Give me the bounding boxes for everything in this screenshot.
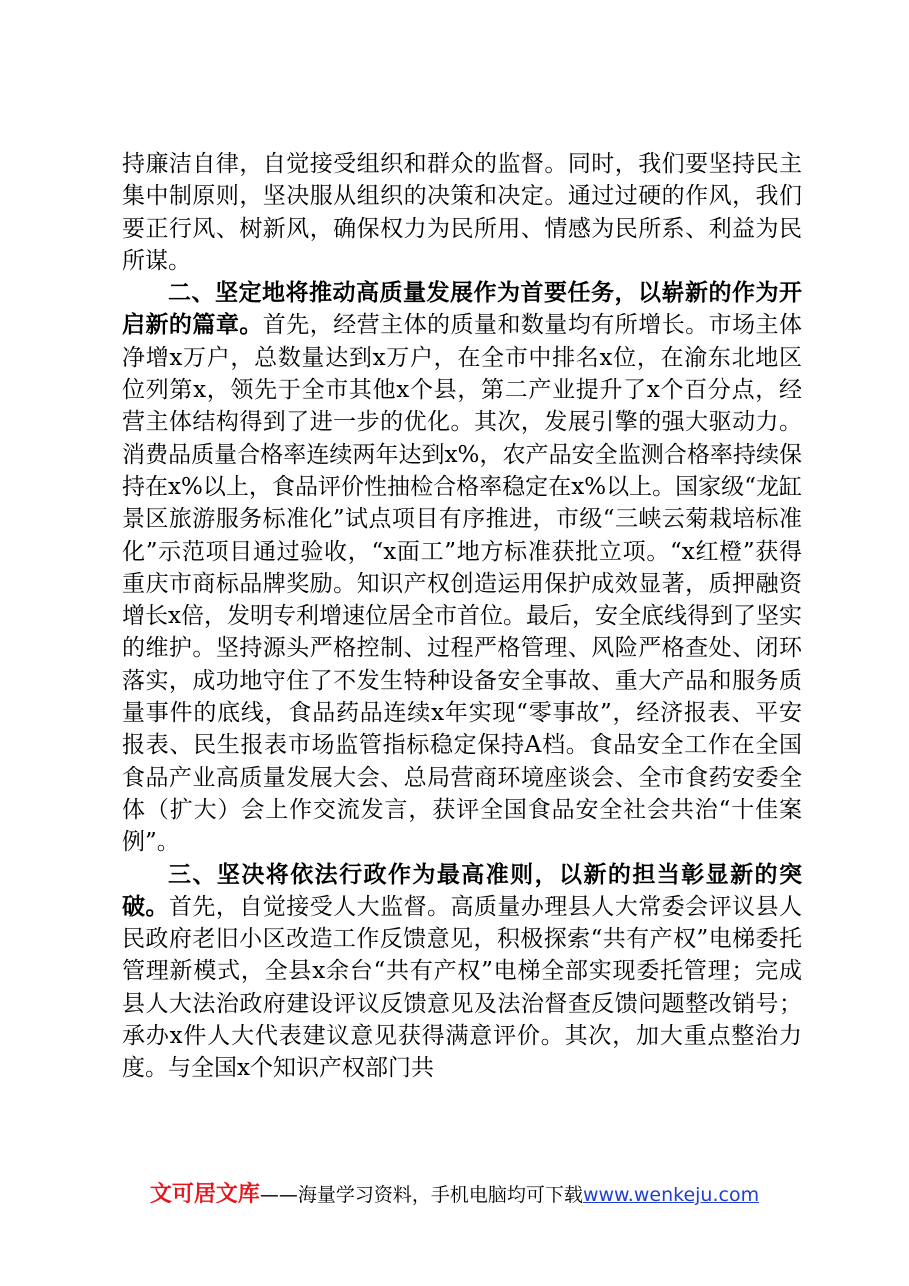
paragraph-text: 首先，经营主体的质量和数量均有所增长。市场主体净增x万户，总数量达到x万户，在全市中排名x位，在渝东北地区位列第x，领先于全市其他x个县，第二产业提升了x个百分点，经营主体结构得到了进一步的优化。其次，发展引擎的强大驱动力。消费品质量合格率连续两年达到x%，农产品安全监测合格率持续保持在x%以上，食品评价性抽检合格率稳定在x%以上。国家级“龙缸景区旅游服务标准化”试点项目有序推进，市级“三峡云菊栽培标准化”示范项目通过验收，“x面工”地方标准获批立项。“x红橙”获得重庆市商标品牌奖励。知识产权创造运用保护成效显著，质押融资增长x倍，发明专利增速位居全市首位。最后，安全底线得到了坚实的维护。坚持源头严格控制、过程严格管理、风险严格查处、闭环落实，成功地守住了不发生特种设备安全事故、重大产品和服务质量事件的底线，食品药品连续x年实现“零事故”，经济报表、平安报表、民生报表市场监管指标稳定保持A档。食品安全工作在全国食品产业高质量发展大会、总局营商环境座谈会、全市食药安委全体（扩大）会上作交流发言，获评全国食品安全社会共治“十佳案例”。 [122, 312, 803, 856]
footer-tagline: ——海量学习资料，手机电脑均可下载 [259, 1184, 583, 1206]
page-footer [0, 1181, 909, 1209]
paragraph-continuation [122, 148, 802, 277]
paragraph-section-two [122, 277, 802, 858]
footer-link[interactable]: www.wenkeju.com [582, 1184, 760, 1206]
document-body [122, 148, 802, 1085]
paragraph-text: 持廉洁自律，自觉接受组织和群众的监督。同时，我们要坚持民主集中制原则，坚决服从组织的决策和决定。通过过硬的作风，我们要正行风、树新风，确保权力为民所用、情感为民所系、利益为民所谋。 [122, 151, 802, 274]
footer-brand: 文可居文库 [149, 1182, 260, 1207]
section-heading-three: 三、坚决将依法行政作为最高准则，以新的担当彰显新的突破。 [122, 861, 802, 920]
paragraph-text: 首先，自觉接受人大监督。高质量办理县人大常委会评议县人民政府老旧小区改造工作反馈意见，积极探索“共有产权”电梯委托管理新模式，全县x余台“共有产权”电梯全部实现委托管理；完成县人大法治政府建设评议反馈意见及法治督查反馈问题整改销号；承办x件人大代表建议意见获得满意评价。其次，加大重点整治力度。与全国x个知识产权部门共 [122, 893, 803, 1082]
section-heading-two: 二、坚定地将推动高质量发展作为首要任务，以崭新的作为开启新的篇章。 [122, 280, 802, 339]
paragraph-section-three [122, 859, 802, 1085]
